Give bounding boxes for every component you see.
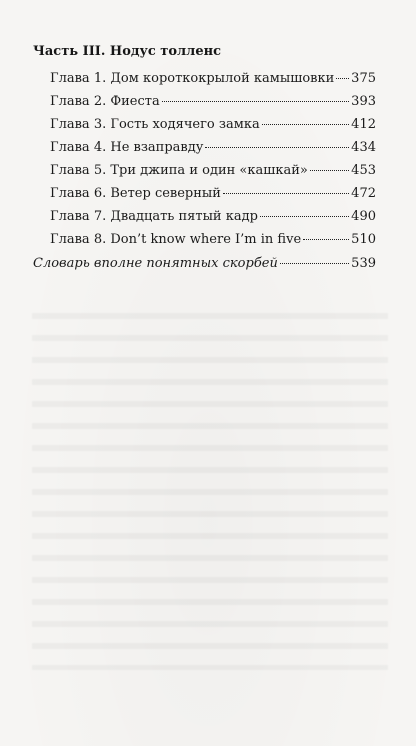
toc-entry-chapter-7 [50, 206, 376, 225]
dot-leader [336, 65, 349, 79]
page-number: 539 [351, 256, 376, 271]
dot-leader [280, 250, 349, 264]
chapter-title: Глава 1. Дом короткокрылой камышовки [50, 71, 335, 86]
toc-entry-chapter-5 [50, 160, 376, 179]
bleed-through-texture [32, 300, 388, 670]
toc-entry-chapter-2 [50, 91, 376, 110]
dot-leader [303, 226, 349, 240]
dot-leader [310, 157, 349, 171]
dot-leader [223, 180, 349, 194]
toc-entry-chapter-1 [50, 68, 376, 87]
page-number: 393 [351, 94, 376, 109]
chapter-title: Глава 4. Не взаправду [50, 140, 204, 155]
toc-entry-chapter-6 [50, 183, 376, 202]
chapter-title: Глава 5. Три джипа и один «кашкай» [50, 163, 308, 178]
glossary-title: Словарь вполне понятных скорбей [33, 256, 278, 271]
dot-leader [260, 203, 349, 217]
chapter-title: Глава 2. Фиеста [50, 94, 160, 109]
toc-entry-chapter-4 [50, 137, 376, 156]
part-title: Часть III. Нодус толленс [33, 44, 222, 59]
page-number: 434 [351, 140, 376, 155]
chapter-title: Глава 3. Гость ходячего замка [50, 117, 260, 132]
chapter-title: Глава 7. Двадцать пятый кадр [50, 209, 258, 224]
toc-entry-chapter-8 [50, 229, 376, 248]
toc-entry-glossary [33, 253, 376, 272]
page-number: 453 [351, 163, 376, 178]
dot-leader [205, 134, 349, 148]
dot-leader [162, 88, 349, 102]
page-number: 412 [351, 117, 376, 132]
chapter-title: Глава 8. Don’t know where I’m in five [50, 232, 302, 247]
page-number: 375 [351, 71, 376, 86]
page-number: 472 [351, 186, 376, 201]
chapter-title: Глава 6. Ветер северный [50, 186, 221, 201]
dot-leader [262, 111, 349, 125]
toc-entry-chapter-3 [50, 114, 376, 133]
page-number: 510 [351, 232, 376, 247]
page-number: 490 [351, 209, 376, 224]
